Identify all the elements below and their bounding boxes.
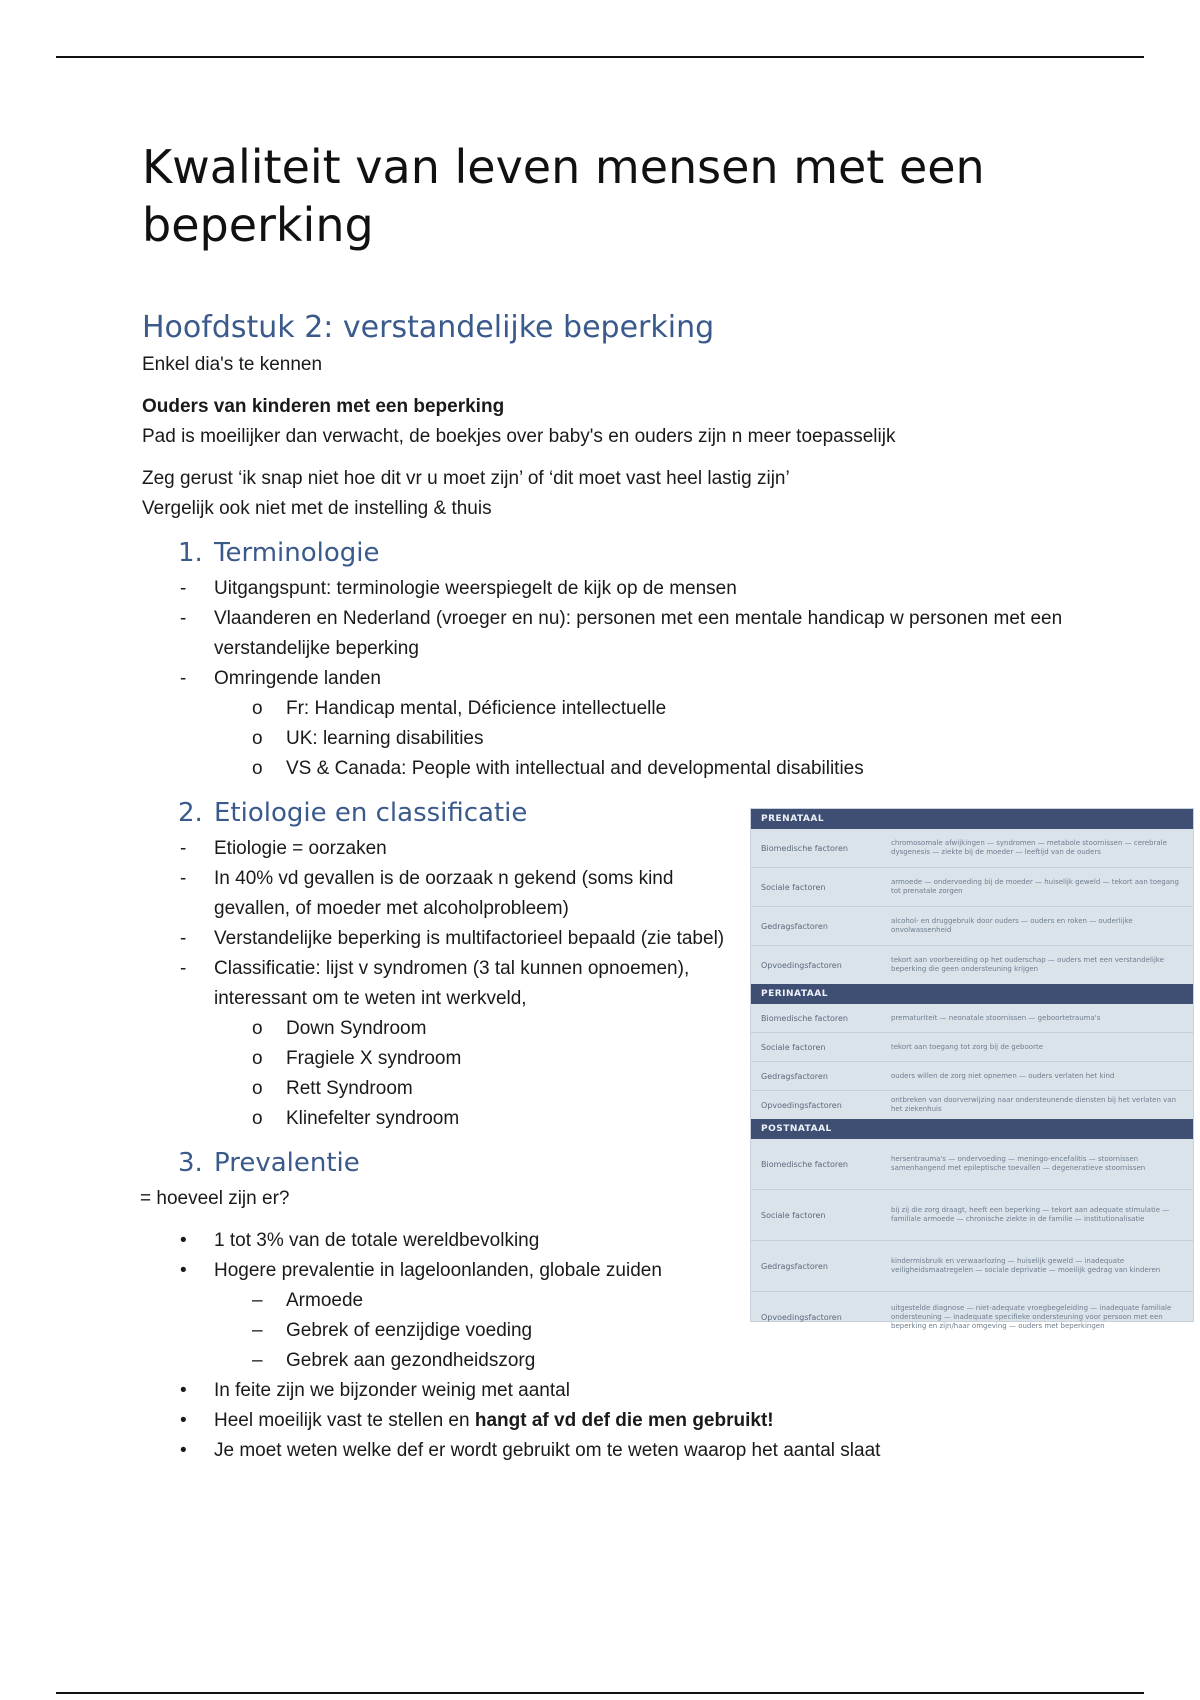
- table-row-label: Biomedische factoren: [761, 1159, 848, 1169]
- bullet-marker: •: [180, 1380, 187, 1401]
- circle-marker: o: [252, 1048, 263, 1069]
- circle-marker: o: [252, 1078, 263, 1099]
- list-item-text: Rett Syndroom: [286, 1078, 413, 1099]
- list-item: [142, 754, 1142, 784]
- section-number: 2.: [178, 798, 203, 828]
- syndrome-list: [142, 1014, 752, 1134]
- table-row-text: armoede — ondervoeding bij de moeder — huiselijk geweld — tekort aan toegang tot prenatale zorgen: [891, 878, 1179, 895]
- bullet-marker: •: [180, 1410, 187, 1431]
- section-title: Etiologie en classificatie: [214, 798, 528, 828]
- list-item: [142, 1044, 752, 1074]
- list-item-text: 1 tot 3% van de totale wereldbevolking: [214, 1230, 540, 1251]
- prevalence-intro: = hoeveel zijn er?: [140, 1188, 290, 1209]
- dash-marker: -: [180, 838, 187, 859]
- bullet-marker: •: [180, 1230, 187, 1251]
- etiology-list: [142, 834, 752, 1014]
- table-row: [751, 1291, 1193, 1342]
- chapter-heading: Hoofdstuk 2: verstandelijke beperking: [142, 310, 715, 345]
- list-item: [142, 864, 752, 924]
- list-item: [142, 834, 752, 864]
- emphasis-text: hangt af vd def die men gebruikt!: [474, 1410, 774, 1431]
- table-row: [751, 1090, 1193, 1119]
- top-rule: [56, 56, 1144, 58]
- section-number: 1.: [178, 538, 203, 568]
- table-row-label: Opvoedingsfactoren: [761, 1100, 842, 1110]
- table-row: [751, 1061, 1193, 1090]
- table-row-label: Sociale factoren: [761, 882, 826, 892]
- dash-marker: -: [180, 608, 187, 629]
- list-item-text: In 40% vd gevallen is de oorzaak n gekend (soms kind gevallen, of moeder met alcoholprobleem): [214, 868, 674, 919]
- table-row-text: ouders willen de zorg niet opnemen — ouders verlaten het kind: [891, 1071, 1115, 1080]
- table-row-text: chromosomale afwijkingen — syndromen — metabole stoornissen — cerebrale dysgenesis — ziekte bij de moeder — leeftijd van de ouders: [891, 839, 1167, 856]
- list-item-text: Etiologie = oorzaken: [214, 838, 387, 859]
- table-row-label: Opvoedingsfactoren: [761, 960, 842, 970]
- list-item-text: VS & Canada: People with intellectual and developmental disabilities: [286, 758, 864, 779]
- table-row-label: Biomedische factoren: [761, 1013, 848, 1023]
- dash-marker: -: [180, 928, 187, 949]
- list-item: [142, 694, 1142, 724]
- table-row-text: tekort aan toegang tot zorg bij de geboorte: [891, 1042, 1043, 1051]
- table-row: [751, 1189, 1193, 1240]
- dash-marker: -: [180, 668, 187, 689]
- list-item-text: In feite zijn we bijzonder weinig met aantal: [214, 1380, 570, 1401]
- circle-marker: o: [252, 758, 263, 779]
- table-row: [751, 1240, 1193, 1291]
- prevalence-list-continued: [142, 1376, 1142, 1466]
- list-item-text: Omringende landen: [214, 668, 381, 689]
- list-item-text: Klinefelter syndroom: [286, 1108, 460, 1129]
- list-item-text: Hogere prevalentie in lageloonlanden, globale zuiden: [214, 1260, 662, 1281]
- table-row-text: alcohol- en druggebruik door ouders — ouders en roken — ouderlijke onvolwassenheid: [891, 917, 1133, 934]
- table-row-label: Gedragsfactoren: [761, 1261, 828, 1271]
- dash-marker: -: [180, 868, 187, 889]
- table-row-label: Gedragsfactoren: [761, 1071, 828, 1081]
- table-band-perinatal: PERINATAAL: [751, 984, 1193, 1004]
- table-row: [751, 945, 1193, 984]
- bullet-marker: •: [180, 1260, 187, 1281]
- table-row-text: ontbreken van doorverwijzing naar ondersteunende diensten bij het verlaten van het ziekenhuis: [891, 1096, 1177, 1113]
- list-item: [142, 604, 1142, 664]
- list-item-text: Fr: Handicap mental, Déficience intellectuelle: [286, 698, 667, 719]
- list-item: [142, 1014, 752, 1044]
- circle-marker: o: [252, 1018, 263, 1039]
- note-text: Enkel dia's te kennen: [142, 354, 323, 375]
- table-row-label: Sociale factoren: [761, 1210, 826, 1220]
- list-item: [142, 574, 1142, 604]
- section-title: Terminologie: [214, 538, 380, 568]
- terminology-sublist: [142, 694, 1142, 784]
- table-band-prenatal: PRENATAAL: [751, 809, 1193, 829]
- table-row-label: Sociale factoren: [761, 1042, 826, 1052]
- causes-table-image: [750, 808, 1194, 1330]
- dash-marker: -: [180, 958, 187, 979]
- section-heading-etiology: [178, 796, 752, 830]
- list-item-text: Heel moeilijk vast te stellen en: [214, 1410, 475, 1431]
- table-row: [751, 1032, 1193, 1061]
- endash-marker: –: [252, 1350, 263, 1371]
- document-title: Kwaliteit van leven mensen met een beperking: [142, 140, 985, 252]
- list-item-text: Je moet weten welke def er wordt gebruikt om te weten waarop het aantal slaat: [214, 1440, 881, 1461]
- parents-heading: Ouders van kinderen met een beperking: [142, 396, 505, 417]
- table-row-text: tekort aan voorbereiding op het ouderschap — ouders met een verstandelijke beperking die geen ondersteuning krijgen: [891, 956, 1164, 973]
- list-item-text: UK: learning disabilities: [286, 728, 484, 749]
- table-row: [751, 1004, 1193, 1032]
- list-item-text: Verstandelijke beperking is multifactorieel bepaald (zie tabel): [214, 928, 725, 949]
- table-row-text: hersentrauma's — ondervoeding — meningo-encefalitis — stoornissen samenhangend met epileptische toevallen — degeneratieve stoornissen: [891, 1155, 1146, 1172]
- bottom-rule: [56, 1692, 1144, 1694]
- list-item-text: Fragiele X syndroom: [286, 1048, 462, 1069]
- table-row-text: kindermisbruik en verwaarlozing — huiselijk geweld — inadequate veiligheidsmaatregelen — sociale deprivatie — moeilijk gedrag van kinderen: [891, 1257, 1161, 1274]
- list-item: [142, 1346, 1142, 1376]
- tip-line-1: Zeg gerust ‘ik snap niet hoe dit vr u moet zijn’ of ‘dit moet vast heel lastig zijn’: [142, 468, 790, 489]
- section-heading-terminology: [178, 536, 1142, 570]
- table-row-label: Gedragsfactoren: [761, 921, 828, 931]
- table-row-label: Biomedische factoren: [761, 843, 848, 853]
- list-item-text: Uitgangspunt: terminologie weerspiegelt de kijk op de mensen: [214, 578, 737, 599]
- endash-marker: –: [252, 1320, 263, 1341]
- endash-marker: –: [252, 1290, 263, 1311]
- list-item: [142, 1074, 752, 1104]
- table-row-text: bij zij die zorg draagt, heeft een beperking — tekort aan adequate stimulatie — familiale armoede — chronische ziekte in de familie — institutionalisatie: [891, 1206, 1170, 1223]
- list-item-text: Down Syndroom: [286, 1018, 427, 1039]
- list-item: [142, 1436, 1142, 1466]
- list-item-text: Classificatie: lijst v syndromen (3 tal kunnen opnoemen), interessant om te weten int werkveld,: [214, 958, 690, 1009]
- table-row: [751, 1139, 1193, 1189]
- terminology-list: [142, 574, 1142, 694]
- dash-marker: -: [180, 578, 187, 599]
- list-item-text: Vlaanderen en Nederland (vroeger en nu): personen met een mentale handicap w personen met een verstandelijke beperking: [214, 608, 1063, 659]
- table-band-postnatal: POSTNATAAL: [751, 1119, 1193, 1139]
- list-item: [142, 724, 1142, 754]
- list-item: [142, 1406, 1142, 1436]
- table-row: [751, 906, 1193, 945]
- table-row: [751, 867, 1193, 906]
- bullet-marker: •: [180, 1440, 187, 1461]
- section-heading-prevalence: [178, 1146, 752, 1180]
- section-number: 3.: [178, 1148, 203, 1178]
- list-item: [142, 1104, 752, 1134]
- section-title: Prevalentie: [214, 1148, 360, 1178]
- table-row: [751, 829, 1193, 867]
- list-item-text: Gebrek aan gezondheidszorg: [286, 1350, 536, 1371]
- table-row-text: prematuriteit — neonatale stoornissen — geboortetrauma's: [891, 1013, 1101, 1022]
- table-row-text: uitgestelde diagnose — niet-adequate vroegbegeleiding — inadequate familiale ondersteuning — inadequate specifieke ondersteuning voor persoon met een beperking en zijn/haar omgeving — ouders met beperkingen: [891, 1303, 1172, 1330]
- list-item: [142, 664, 1142, 694]
- list-item: [142, 954, 752, 1014]
- circle-marker: o: [252, 698, 263, 719]
- list-item-text: Armoede: [286, 1290, 364, 1311]
- parents-text: Pad is moeilijker dan verwacht, de boekjes over baby's en ouders zijn n meer toepasselijk: [142, 426, 896, 447]
- list-item: [142, 924, 752, 954]
- list-item: [142, 1376, 1142, 1406]
- table-row-label: Opvoedingsfactoren: [761, 1312, 842, 1322]
- etiology-section: [142, 796, 752, 1180]
- list-item-text: Gebrek of eenzijdige voeding: [286, 1320, 533, 1341]
- circle-marker: o: [252, 1108, 263, 1129]
- circle-marker: o: [252, 728, 263, 749]
- tip-line-2: Vergelijk ook niet met de instelling & thuis: [142, 498, 492, 519]
